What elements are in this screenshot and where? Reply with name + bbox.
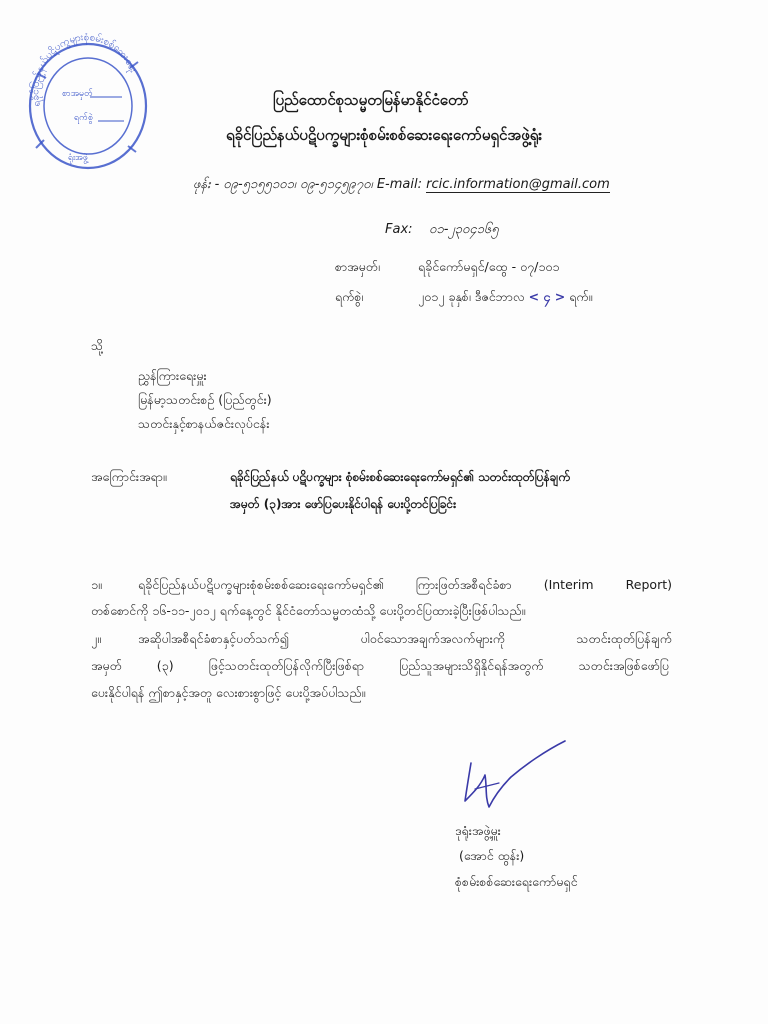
fax-label: Fax: [385,222,413,237]
fax-number: ၀၁-၂၃၀၄၁၆၅ [429,222,499,237]
fax-line [385,221,499,240]
handwritten-signature [455,735,575,815]
ref-date-suffix: ရက်။ [569,289,593,304]
paragraph-1-line-2: တစ်စောင်ကို ၁၆-၁၁-၂၀၁၂ ရက်နေ့တွင် နိုင်ငံတော်သမ္မတထံသို့ ပေးပို့တင်ပြထားခဲ့ပြီးဖြစ်ပါသည်။ [91,603,526,618]
email-link[interactable]: rcic.information@gmail.com [426,177,610,192]
paragraph-1-line-1: ရခိုင်ပြည်နယ်ပဋိပက္ခများစုံစမ်းစစ်ဆေးရေးကော်မရှင်၏ ကြားဖြတ်အစီရင်ခံစာ (Interim Report) [138,577,672,592]
ref-date-label: ရက်စွဲ၊ [335,289,364,304]
recipient-line-1: ညွှန်ကြားရေးမှူး [138,368,207,383]
paragraph-2-number: ၂။ [91,631,101,646]
paragraph-2-line-3: ပေးနိုင်ပါရန် ဤစာနှင့်အတူ လေးစားစွာဖြင့် ပေးပို့အပ်ပါသည်။ [91,685,366,700]
recipient-line-2: မြန်မာ့သတင်းစဉ် (ပြည်တွင်း) [138,392,272,407]
subject-line-2: အမှတ် (၃)အား ဖော်ပြပေးနိုင်ပါရန် ပေးပို့တင်ပြခြင်း [230,497,457,511]
contact-line [193,176,610,195]
email-label: E-mail: [376,177,422,192]
ref-date-day: < ၄ > [528,289,566,304]
signatory-office: စုံစမ်းစစ်ဆေးရေးကော်မရှင် [455,874,578,889]
ref-date-prefix: ၂၀၁၂ ခုနှစ်၊ ဒီဇင်ဘာလ [418,289,525,304]
ref-number-label: စာအမှတ်၊ [335,259,380,274]
office-seal-stamp [18,28,154,178]
header-office: ရခိုင်ပြည်နယ်ပဋိပက္ခများစုံစမ်းစစ်ဆေးရေးကော်မရှင်အဖွဲ့ရုံး [226,126,543,144]
seal-field-date: ရက်စွဲ [74,113,94,123]
ref-number-value: ရခိုင်ကော်မရှင်/ထွေ - ၀၇/၁၀၁ [418,259,560,274]
header-country: ပြည်ထောင်စုသမ္မတမြန်မာနိုင်ငံတော် [273,91,469,109]
seal-ring-text: ရခိုင်ပြည်နယ်ပဋိပက္ခများစုံစမ်းစစ်ဆေးရေး [30,31,139,108]
ref-date-value [418,289,592,308]
paragraph-2-line-1: အဆိုပါအစီရင်ခံစာနှင့်ပတ်သက်၍ ပါဝင်သောအချက်အလက်များကို သတင်းထုတ်ပြန်ချက် [138,631,672,646]
signatory-title: ဒုရုံးအဖွဲ့မှူး [455,823,501,838]
subject-line-1: ရခိုင်ပြည်နယ် ပဋိပက္ခများ စုံစမ်းစစ်ဆေးရေးကော်မရှင်၏ သတင်းထုတ်ပြန်ချက် [230,470,571,484]
recipient-line-3: သတင်းနှင့်စာနယ်ဇင်းလုပ်ငန်း [138,416,270,431]
subject-label: အကြောင်းအရာ။ [91,469,167,484]
signatory-name: (အောင် ထွန်း) [459,848,525,863]
paragraph-1-number: ၁။ [91,577,102,592]
paragraph-2-line-2: အမှတ် (၃) ဖြင့်သတင်းထုတ်ပြန်လိုက်ပြီးဖြစ်ရာ ပြည်သူအများသိရှိနိုင်ရန်အတွက် သတင်းအဖြစ်ဖော်ပြ [91,658,669,673]
recipient-to: သို့ [91,338,104,353]
seal-field-number: စာအမှတ် [62,89,93,99]
seal-bottom-text: ရုံးအဖွဲ့ [68,153,88,163]
phone-numbers: ဖုန်း - ၀၉-၅၁၅၅၁၀၁၊ ၀၉-၅၁၄၅၉၇၀၊ [193,177,373,192]
